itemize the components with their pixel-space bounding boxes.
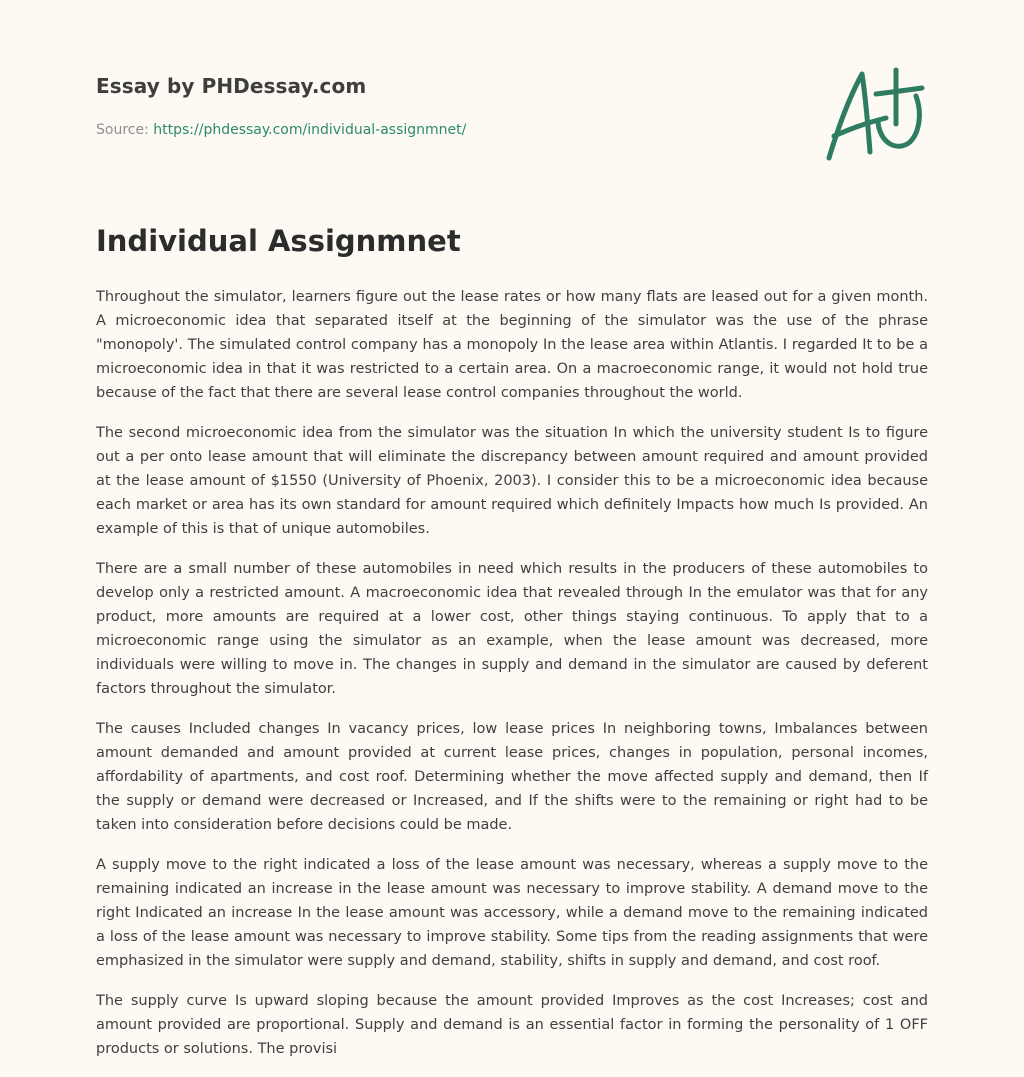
essay-paragraph: Throughout the simulator, learners figure out the lease rates or how many flats are leased out for a given month. A microeconomic idea that separated itself at the beginning of the simulator was the use of the phrase "monopoly'. The simulated control company has a monopoly In the lease area within Atlantis. I regarded It to be a microeconomic idea in that it was restricted to a certain area. On a macroeconomic range, it would not hold true because of the fact that there are several lease control companies throughout the world. [96, 289, 928, 401]
essay-paragraph: A supply move to the right indicated a loss of the lease amount was necessary, whereas a supply move to the remaining indicated an increase in the lease amount was necessary to improve stability. A demand move to the right Indicated an increase In the lease amount was accessory, while a demand move to the remaining indicated a loss of the lease amount was necessary to improve stability. Some tips from the reading assignments that were emphasized in the simulator were supply and demand, stability, shifts in supply and demand, and cost roof. [96, 857, 928, 969]
brand-title: Essay by PHDessay.com [96, 74, 367, 98]
source-line [96, 122, 696, 138]
page-header [96, 74, 696, 138]
source-link[interactable]: https://phdessay.com/individual-assignmnet/ [153, 122, 467, 138]
essay-title: Individual Assignmnet [96, 224, 461, 258]
essay-paragraph: There are a small number of these automobiles in need which results in the producers of these automobiles to develop only a restricted amount. A macroeconomic idea that revealed through In the emulator was that for any product, more amounts are required at a lower cost, other things staying continuous. To apply that to a microeconomic range using the simulator as an example, when the lease amount was decreased, more individuals were willing to move in. The changes in supply and demand in the simulator are caused by deferent factors throughout the simulator. [96, 561, 928, 697]
essay-paragraph: The supply curve Is upward sloping because the amount provided Improves as the cost Increases; cost and amount provided are proportional. Supply and demand is an essential factor in forming the personality of 1 OFF products or solutions. The provisi [96, 993, 928, 1057]
source-label: Source: [96, 122, 154, 138]
essay-body [96, 285, 928, 1077]
essay-paragraph: The second microeconomic idea from the simulator was the situation In which the university student Is to figure out a per onto lease amount that will eliminate the discrepancy between amount required and amount provided at the lease amount of $1550 (University of Phoenix, 2003). I consider this to be a microeconomic idea because each market or area has its own standard for amount required which definitely Impacts how much Is provided. An example of this is that of unique automobiles. [96, 425, 928, 537]
essay-paragraph: The causes Included changes In vacancy prices, low lease prices In neighboring towns, Imbalances between amount demanded and amount provided at current lease prices, changes in population, personal incomes, affordability of apartments, and cost roof. Determining whether the move affected supply and demand, then If the supply or demand were decreased or Increased, and If the shifts were to the remaining or right had to be taken into consideration before decisions could be made. [96, 721, 928, 833]
a-plus-logo [820, 66, 932, 166]
